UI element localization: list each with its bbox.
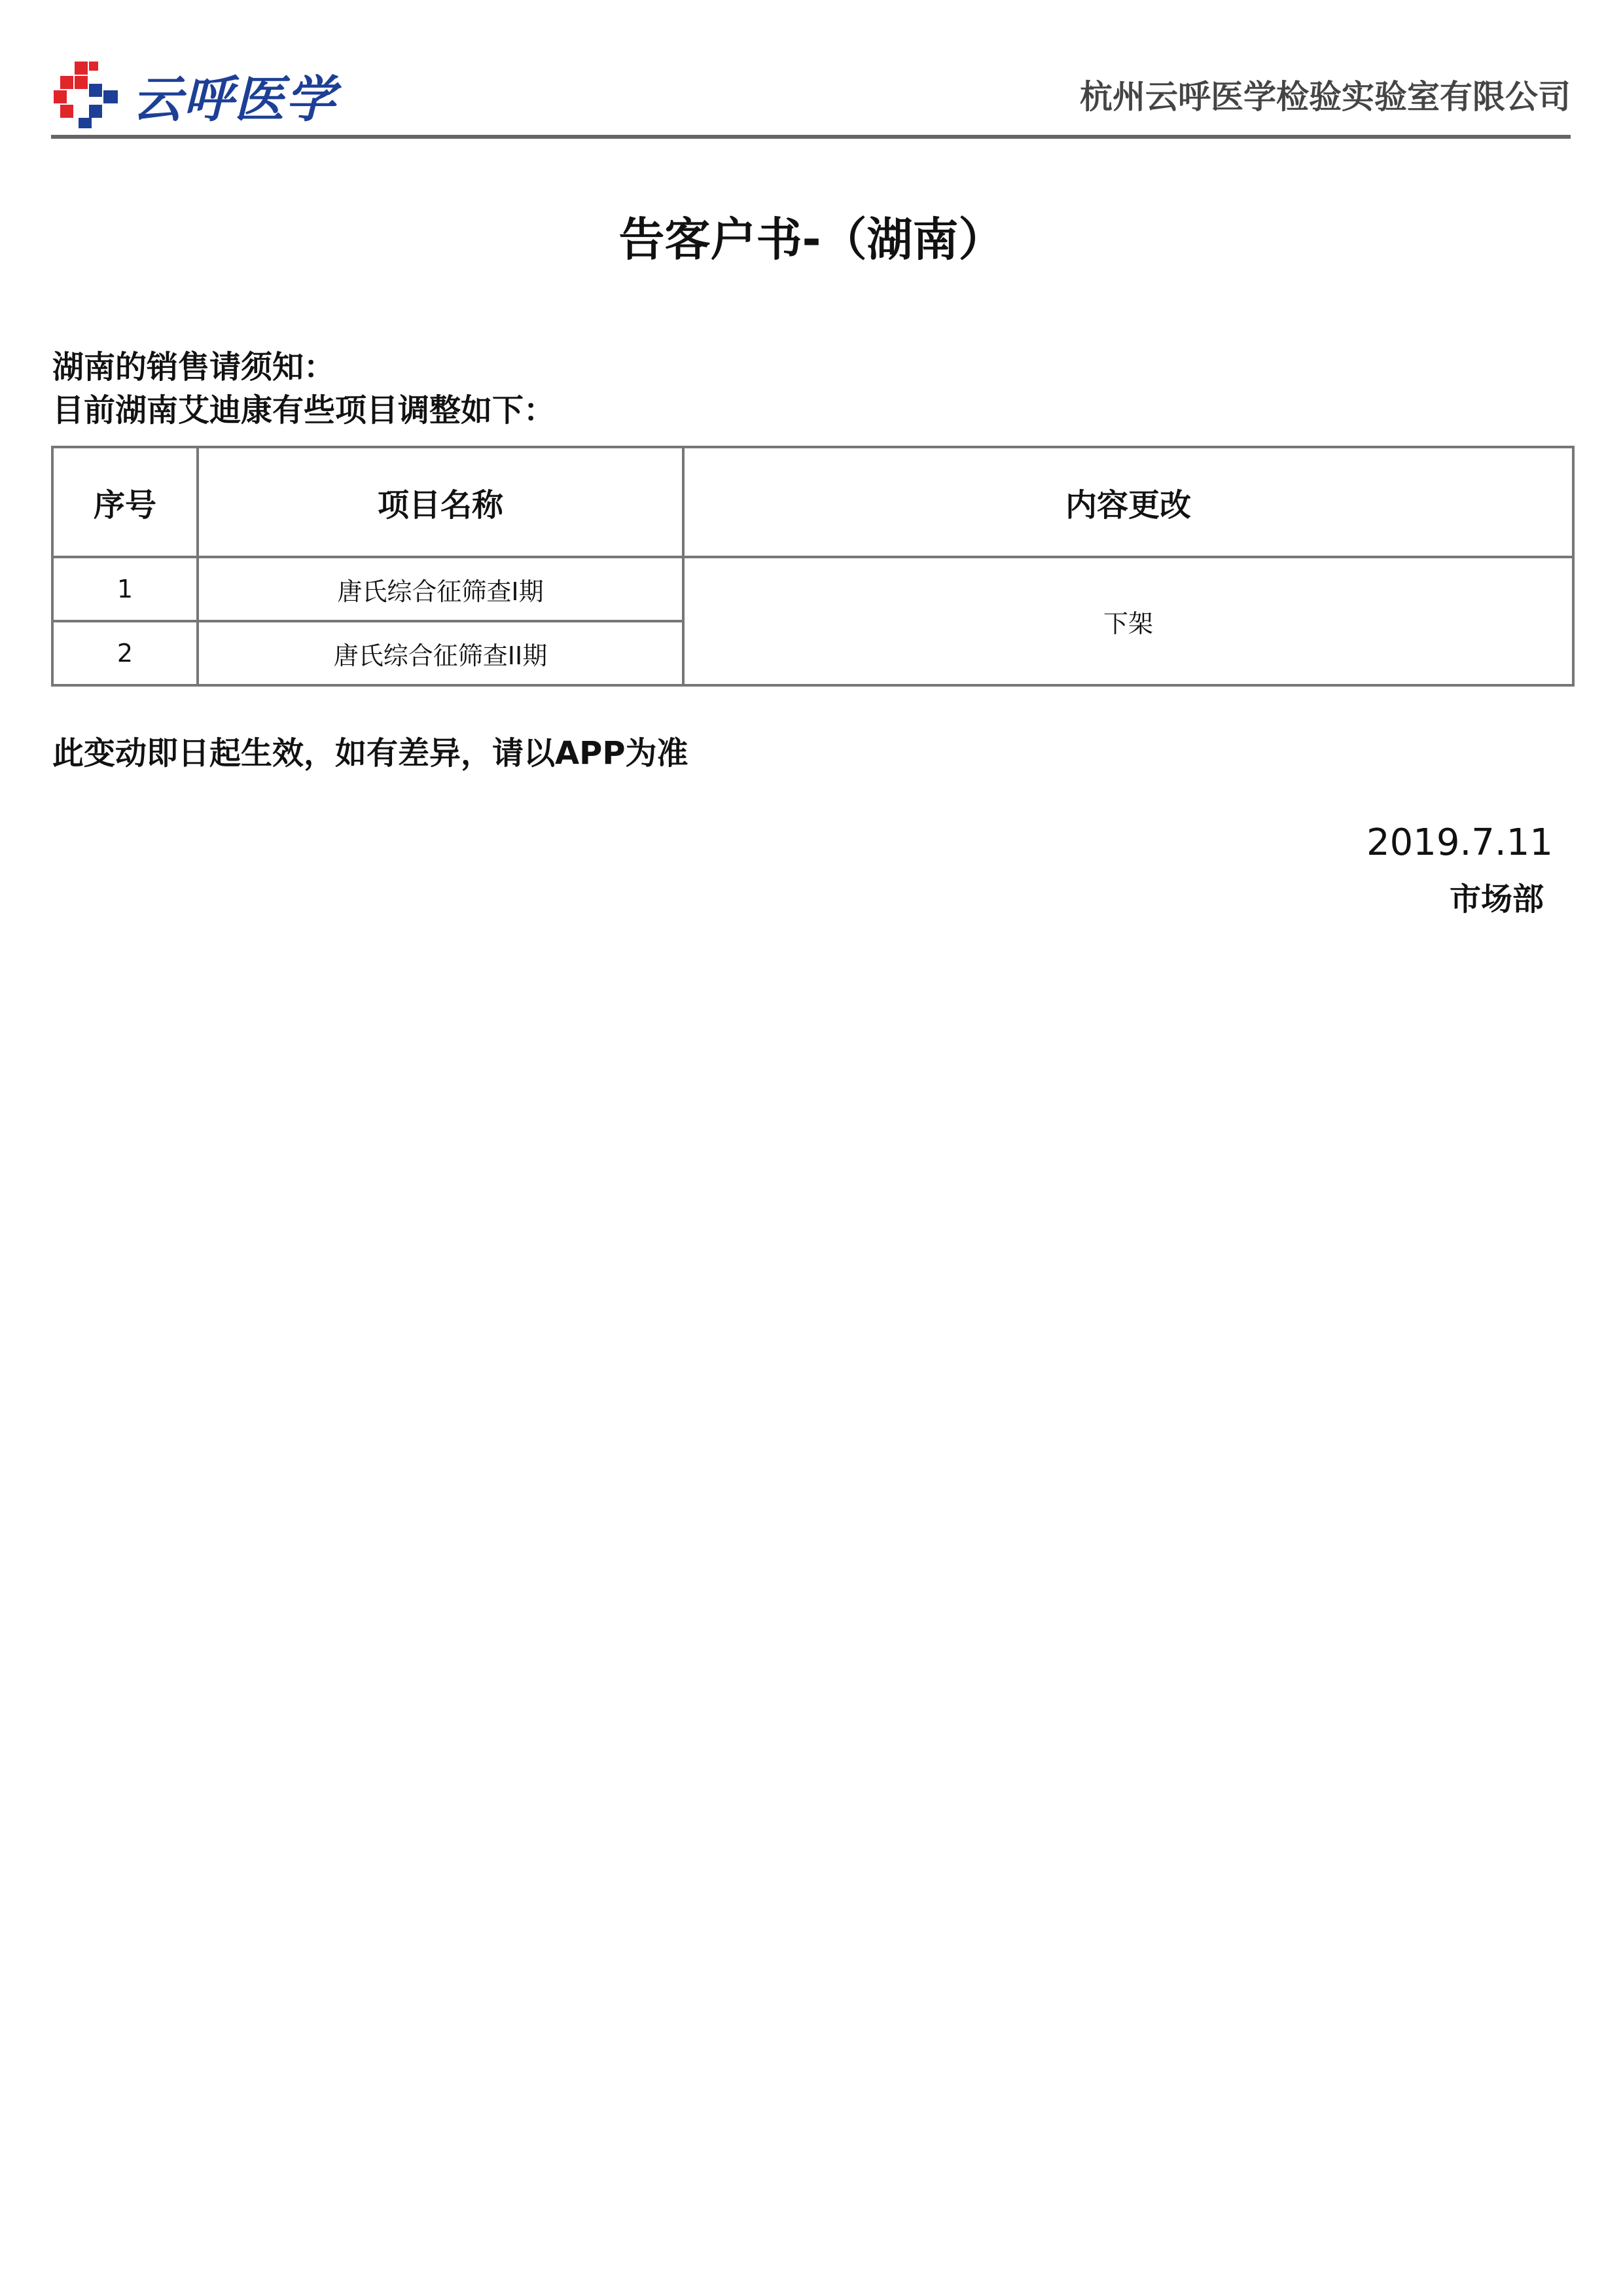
header-item-name: 项目名称	[198, 447, 683, 557]
issuing-department: 市场部	[1449, 881, 1544, 918]
row-index: 2	[52, 621, 198, 685]
row-content-change: 下架	[683, 557, 1573, 685]
page-header	[51, 52, 1571, 137]
row-item-name: 唐氏综合征筛查II期	[198, 621, 683, 685]
company-name: 杭州云呼医学检验实验室有限公司	[1080, 78, 1571, 116]
intro-text	[52, 346, 555, 432]
intro-line-1: 湖南的销售请须知：	[52, 349, 336, 386]
medical-cross-logo-icon	[51, 59, 123, 131]
header-divider	[51, 135, 1571, 139]
table-header-row	[52, 447, 1573, 557]
header-index: 序号	[52, 447, 198, 557]
company-logo	[51, 59, 336, 131]
intro-line-2: 目前湖南艾迪康有些项目调整如下：	[52, 392, 556, 429]
document-date: 2019.7.11	[1366, 821, 1553, 864]
effective-notice: 此变动即日起生效，如有差异，请以APP为准	[52, 735, 688, 772]
row-item-name: 唐氏综合征筛查I期	[198, 557, 683, 621]
logo-text: 云呼医学	[132, 69, 336, 128]
item-change-table	[51, 446, 1575, 687]
document-title: 告客户书-（湖南）	[618, 213, 1005, 266]
header-content-change: 内容更改	[683, 447, 1573, 557]
table-row	[52, 557, 1573, 621]
row-index: 1	[52, 557, 198, 621]
